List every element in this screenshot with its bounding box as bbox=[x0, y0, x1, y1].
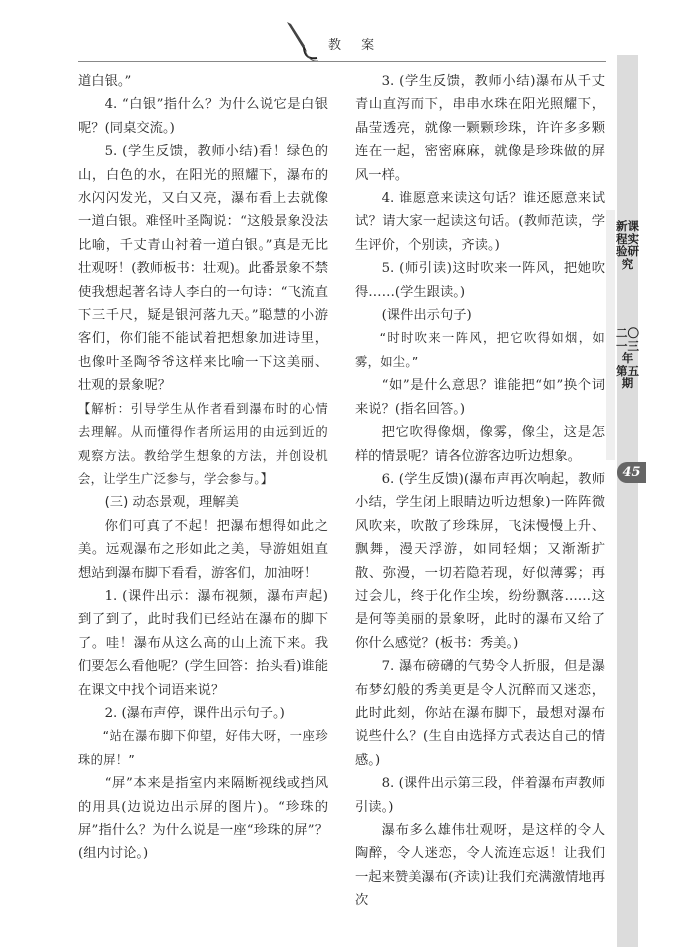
page-number: 45 bbox=[617, 462, 646, 483]
paragraph: 6. (学生反馈)(瀑布声再次响起，教师小结，学生闭上眼睛边听边想象)一阵阵微风吹来，吹散了珍珠屏，飞沫慢慢上升、飘舞，漫天浮游，如同轻烟；又渐渐扩散、弥漫，一切若隐若现，好似薄雾；再过会儿，终于化作尘埃，纷纷飘落……这是何等美丽的景象呀，此时的瀑布又给了你什么感觉？(板书：秀美。) bbox=[355, 471, 605, 651]
paragraph: 7. 瀑布磅礴的气势令人折服，但是瀑布梦幻般的秀美更是令人沉醉而又迷恋，此时此刻，你站在瀑布脚下，最想对瀑布说些什么？(生自由选择方式表达自己的情感。) bbox=[355, 659, 605, 768]
section-heading: (三) 动态景观，理解美 bbox=[104, 495, 239, 511]
paragraph: 3. (学生反馈，教师小结)瀑布从千丈青山直泻而下，串串水珠在阳光照耀下，晶莹透亮，就像一颗颗珍珠，许许多多颗连在一起，密密麻麻，就像是珍珠做的屏风一样。 bbox=[355, 74, 605, 183]
quoted-sentence: “时时吹来一阵风，把它吹得如烟，如雾，如尘。” bbox=[355, 331, 605, 369]
paragraph: “屏”本来是指室内来隔断视线或挡风的用具(边说边出示屏的图片)。“珍珠的屏”指什么？为什么说是一座“珍珠的屏”？(组内讨论。) bbox=[78, 776, 328, 862]
paragraph: 2. (瀑布声停，课件出示句子。) bbox=[104, 705, 285, 721]
paragraph: 把它吹得像烟，像雾，像尘，这是怎样的情景呢？请各位游客边听边想象。 bbox=[355, 425, 605, 464]
page-header bbox=[0, 0, 680, 70]
left-column bbox=[78, 70, 328, 866]
issue-label: 二〇一三年 第五期 bbox=[616, 326, 639, 390]
paragraph: 5. (学生反馈，教师小结)看！绿色的山，白色的水，在阳光的照耀下，瀑布的水闪闪发光，又白又亮，瀑布看上去就像一道白银。难怪叶圣陶说：“这般景象没法比喻，千丈青山衬着一道白银。”真是无比壮观呀！(教师板书：壮观)。此番景象不禁使我想起著名诗人李白的一句诗：“飞流直下三千尺，疑是银河落九天。”聪慧的小游客们，你们能不能试着把想象加进诗里，也像叶圣陶爷爷这样来比喻一下这美丽、壮观的景象呢？ bbox=[78, 144, 328, 394]
right-column bbox=[355, 70, 605, 913]
paragraph: (课件出示句子) bbox=[381, 308, 472, 324]
sidebar-shade bbox=[606, 210, 615, 460]
analysis-note: 【解析：引导学生从作者看到瀑布时的心情去理解。从而懂得作者所运用的由远到近的观察方法。教给学生想象的方法，并创设机会，让学生广泛参与，学会参与。】 bbox=[78, 401, 328, 486]
paragraph: 道白银。” bbox=[78, 74, 132, 89]
paragraph: 5. (师引读)这时吹来一阵风，把她吹得……(学生跟读。) bbox=[355, 261, 605, 300]
paragraph: 8. (课件出示第三段，伴着瀑布声教师引读。) bbox=[355, 776, 605, 815]
journal-name: 新课程实验研究 bbox=[616, 219, 639, 271]
header-title: 教 案 bbox=[328, 38, 383, 53]
paragraph: “如”是什么意思？谁能把“如”换个词来说？(指名回答。) bbox=[355, 378, 605, 417]
paragraph: 你们可真了不起！把瀑布想得如此之美。远观瀑布之形如此之美，导游姐姐直想站到瀑布脚下看看，游客们，加油呀！ bbox=[78, 518, 328, 581]
pen-icon bbox=[283, 18, 319, 64]
paragraph: 4. 谁愿意来读这句话？谁还愿意来试试？请大家一起读这句话。(教师范读，学生评价，个别读，齐读。) bbox=[355, 191, 605, 253]
paragraph: 瀑布多么雄伟壮观呀，是这样的令人陶醉，令人迷恋，令人流连忘返！让我们一起来赞美瀑布(齐读)让我们充满激情地再次 bbox=[355, 823, 605, 909]
side-tab bbox=[617, 55, 638, 947]
paragraph: 1. (课件出示：瀑布视频，瀑布声起)到了到了，此时我们已经站在瀑布的脚下了。哇！瀑布从这么高的山上流下来。我们要怎么看他呢？(学生回答：抬头看)谁能在课文中找个词语来说？ bbox=[78, 588, 328, 698]
quoted-sentence: “站在瀑布脚下仰望，好伟大呀，一座珍珠的屏！” bbox=[78, 729, 328, 767]
paragraph: 4. “白银”指什么？为什么说它是白银呢？(同桌交流。) bbox=[78, 97, 328, 136]
header-rule bbox=[78, 61, 606, 62]
